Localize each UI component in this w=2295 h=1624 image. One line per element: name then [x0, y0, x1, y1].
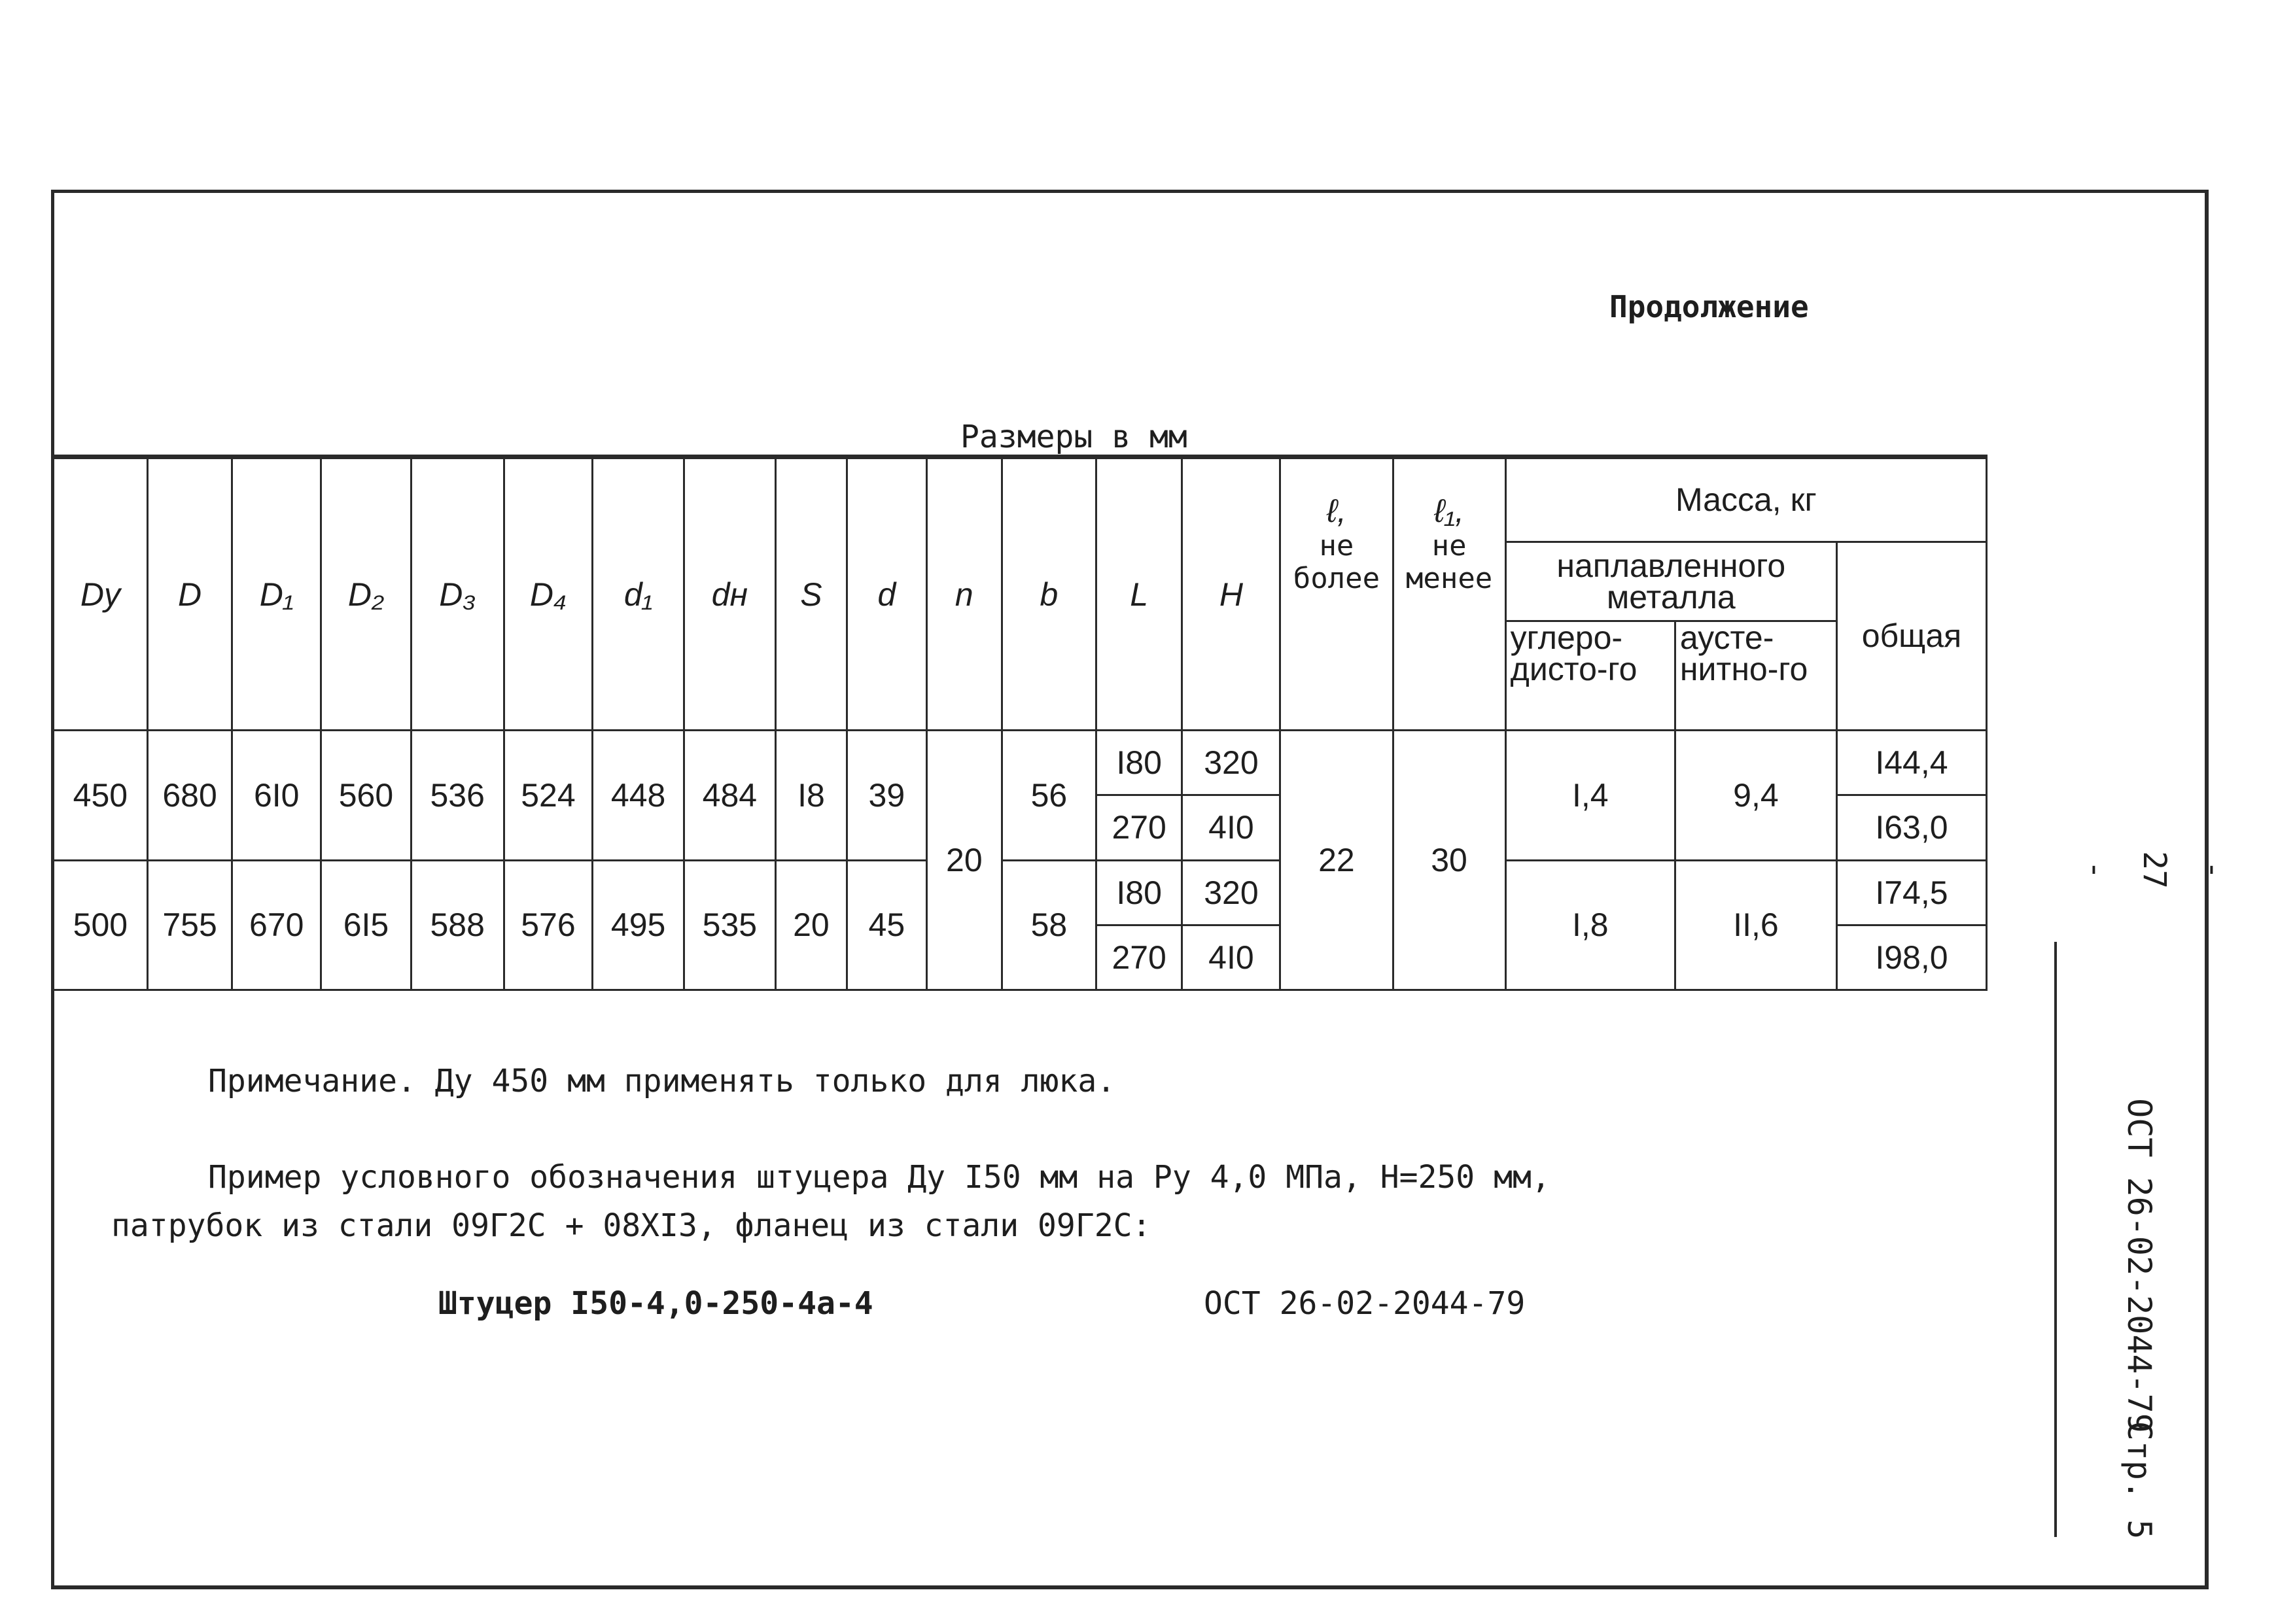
- cell-b: 56: [1002, 731, 1096, 860]
- cell-D2: 6I5: [321, 860, 412, 990]
- header-D3: D₃: [411, 457, 504, 731]
- designation: Штуцер I50-4,0-250-4а-4: [438, 1285, 873, 1322]
- header-D1: D₁: [232, 457, 321, 731]
- cell-carbon: I,8: [1505, 860, 1675, 990]
- table-row: [54, 860, 1987, 925]
- cell-l1: 30: [1393, 731, 1505, 990]
- header-n: n: [926, 457, 1002, 731]
- cell-austenitic: 9,4: [1675, 731, 1836, 860]
- margin-sheet: Стр. 5: [2120, 1421, 2158, 1540]
- header-Dy: Dу: [54, 457, 148, 731]
- example-line-2: патрубок из стали 09Г2С + 08ХI3, фланец из стали 09Г2С:: [111, 1207, 1151, 1244]
- cell-d: 45: [847, 860, 927, 990]
- cell-total: I63,0: [1836, 795, 1986, 860]
- cell-L: I80: [1096, 860, 1182, 925]
- cell-n: 20: [926, 731, 1002, 990]
- example-line-1: Пример условного обозначения штуцера Ду I50 мм на Ру 4,0 МПа, Н=250 мм,: [208, 1159, 1550, 1196]
- header-L: L: [1096, 457, 1182, 731]
- cell-D3: 588: [411, 860, 504, 990]
- header-b: b: [1002, 457, 1096, 731]
- cell-H: 320: [1182, 860, 1280, 925]
- cell-H: 4I0: [1182, 925, 1280, 990]
- margin-standard: ОСТ 26-02-2044-79: [2120, 1098, 2158, 1433]
- header-l1-symbol: ℓ₁,: [1434, 492, 1464, 529]
- header-austenitic: аусте-нитно-го: [1675, 621, 1836, 731]
- header-l-symbol: ℓ,: [1326, 492, 1346, 529]
- header-S: S: [775, 457, 847, 731]
- cell-D4: 576: [504, 860, 593, 990]
- header-total: общая: [1836, 542, 1986, 731]
- cell-D: 755: [147, 860, 232, 990]
- cell-d1: 448: [593, 731, 684, 860]
- cell-total: I44,4: [1836, 731, 1986, 795]
- continuation-label: Продолжение: [1609, 289, 1809, 324]
- cell-S: I8: [775, 731, 847, 860]
- header-mass: Масса, кг: [1505, 457, 1986, 542]
- cell-austenitic: II,6: [1675, 860, 1836, 990]
- table-row: [54, 731, 1987, 795]
- cell-L: 270: [1096, 925, 1182, 990]
- cell-H: 320: [1182, 731, 1280, 795]
- header-weld-metal: наплавленного металла: [1505, 542, 1836, 621]
- cell-D4: 524: [504, 731, 593, 860]
- cell-dH: 535: [684, 860, 776, 990]
- margin-rule: [2054, 942, 2057, 1537]
- header-D4: D₄: [504, 457, 593, 731]
- header-dH: dн: [684, 457, 776, 731]
- header-D: D: [147, 457, 232, 731]
- cell-total: I74,5: [1836, 860, 1986, 925]
- cell-D: 680: [147, 731, 232, 860]
- header-H: H: [1182, 457, 1280, 731]
- cell-D1: 670: [232, 860, 321, 990]
- cell-Dy: 450: [54, 731, 148, 860]
- header-l1-note: не менее: [1405, 529, 1493, 595]
- note-text: Примечание. Ду 450 мм применять только для люка.: [208, 1063, 1116, 1099]
- cell-H: 4I0: [1182, 795, 1280, 860]
- header-carbon: углеро-дисто-го: [1505, 621, 1675, 731]
- header-l1: [1393, 457, 1505, 731]
- cell-b: 58: [1002, 860, 1096, 990]
- cell-D1: 6I0: [232, 731, 321, 860]
- units-label: Размеры в мм: [960, 419, 1187, 455]
- header-l: [1280, 457, 1393, 731]
- dimensions-table: [52, 455, 1988, 991]
- cell-L: 270: [1096, 795, 1182, 860]
- header-d: d: [847, 457, 927, 731]
- cell-l: 22: [1280, 731, 1393, 990]
- cell-L: I80: [1096, 731, 1182, 795]
- cell-D3: 536: [411, 731, 504, 860]
- cell-total: I98,0: [1836, 925, 1986, 990]
- header-D2: D₂: [321, 457, 412, 731]
- designation-standard: ОСТ 26-02-2044-79: [1204, 1285, 1526, 1322]
- cell-D2: 560: [321, 731, 412, 860]
- cell-d1: 495: [593, 860, 684, 990]
- cell-carbon: I,4: [1505, 731, 1675, 860]
- cell-S: 20: [775, 860, 847, 990]
- cell-d: 39: [847, 731, 927, 860]
- cell-dH: 484: [684, 731, 776, 860]
- header-l-note: не более: [1293, 529, 1380, 595]
- cell-Dy: 500: [54, 860, 148, 990]
- header-d1: d₁: [593, 457, 684, 731]
- page-number: - 27 -: [2077, 851, 2232, 889]
